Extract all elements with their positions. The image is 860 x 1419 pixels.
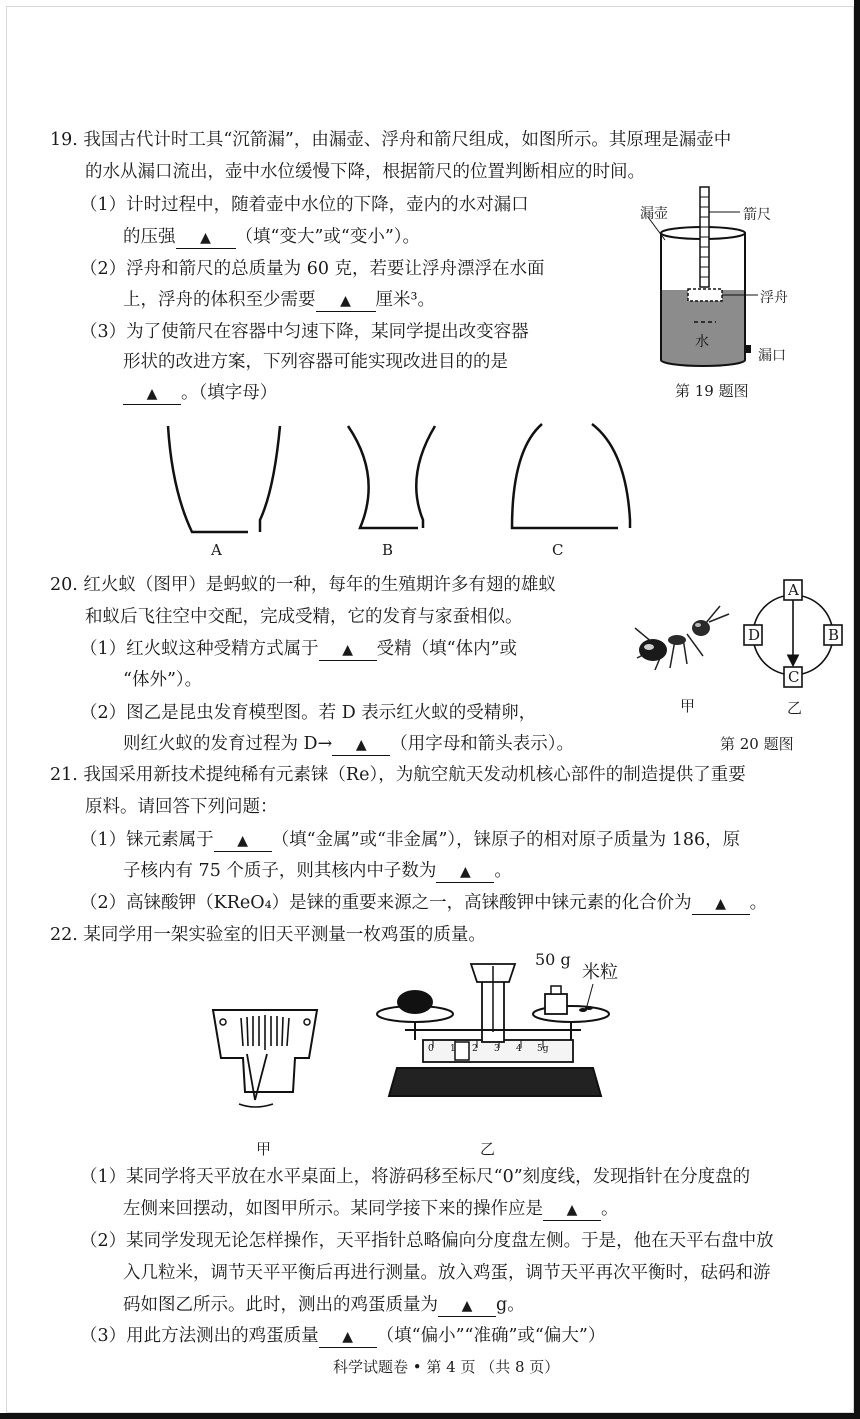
q20-line1: 20. 红火蚁（图甲）是蚂蚁的一种，每年的生殖期许多有翅的雄蚁 <box>50 575 556 595</box>
scale-tick-0: 0 <box>428 1044 434 1054</box>
q20-p1-line1: （1）红火蚁这种受精方式属于 ▲ 受精（填“体内”或 <box>80 639 518 659</box>
q21-p1-answer-blank-1[interactable]: ▲ <box>214 830 272 852</box>
node-b: B <box>828 626 840 644</box>
balance-base <box>389 1068 601 1096</box>
ant-thorax <box>668 635 686 645</box>
q19-p3-answer-blank[interactable]: ▲ <box>123 383 181 405</box>
q22-p3-line: （3）用此方法测出的鸡蛋质量 ▲ （填“偏小”“准确”或“偏大”） <box>80 1326 606 1346</box>
node-d: D <box>748 626 761 644</box>
container-options <box>160 420 650 540</box>
q19-p2-answer-blank[interactable]: ▲ <box>316 290 376 312</box>
node-a: A <box>788 581 799 599</box>
q19-p1-line1: （1）计时过程中，随着壶中水位的下降，壶内的水对漏口 <box>80 195 529 215</box>
ant-abdomen <box>639 639 667 661</box>
scale-tick-3: 3 <box>494 1044 500 1054</box>
q19-p3-line3: ▲ 。（填字母） <box>123 381 277 405</box>
q20-p2-answer-blank[interactable]: ▲ <box>332 734 390 756</box>
option-c-label: C <box>552 541 564 559</box>
fig22-label-yi: 乙 <box>480 1140 496 1158</box>
scale-dial-figure <box>205 1000 325 1110</box>
swing-arrow <box>239 1104 273 1107</box>
q20-p1-answer-blank[interactable]: ▲ <box>319 639 377 661</box>
q20-p2-line1: （2）图乙是昆虫发育模型图。若 D 表示红火蚁的受精卵， <box>80 703 537 723</box>
q19-p1-line2: 的压强 ▲ （填“变大”或“变小”）。 <box>123 227 421 247</box>
fig22-label-jia: 甲 <box>256 1140 272 1158</box>
scale-tick-5g: 5g <box>537 1044 549 1054</box>
q22-p3-answer-blank[interactable]: ▲ <box>319 1326 377 1348</box>
option-a-shape <box>168 426 280 532</box>
q22-p1-line2: 左侧来回摆动，如图甲所示。某同学接下来的操作应是 ▲ 。 <box>123 1199 619 1219</box>
fire-ant-figure <box>625 598 735 678</box>
label-outlet: 漏口 <box>758 348 786 364</box>
q21-p1-line1: （1）铼元素属于 ▲ （填“金属”或“非金属”），铼原子的相对原子质量为 186，原 <box>80 830 741 850</box>
q21-line1: 21. 我国采用新技术提纯稀有元素铼（Re），为航空航天发动机核心部件的制造提供了重要 <box>50 765 746 785</box>
q20-line2: 和蚁后飞往空中交配，完成受精，它的发育与家蚕相似。 <box>85 607 523 627</box>
q19-p1-answer-blank[interactable]: ▲ <box>176 227 236 249</box>
scan-edge-right <box>854 0 860 1419</box>
outlet-nozzle <box>745 345 751 353</box>
q22-p2-line3: 码如图乙所示。此时，测出的鸡蛋质量为 ▲ g。 <box>123 1295 525 1315</box>
label-ruler: 箭尺 <box>743 207 771 223</box>
fig20-label-jia: 甲 <box>680 697 696 715</box>
node-c: C <box>788 668 800 686</box>
q22-p2-line1: （2）某同学发现无论怎样操作，天平指针总略偏向分度盘左侧。于是，他在天平右盘中放 <box>80 1231 774 1251</box>
fig20-caption: 第 20 题图 <box>720 735 794 753</box>
q19-line2: 的水从漏口流出，壶中水位缓慢下降，根据箭尺的位置判断相应的时间。 <box>85 162 645 182</box>
q21-p1-answer-blank-2[interactable]: ▲ <box>436 861 494 883</box>
q21-line2: 原料。请回答下列问题： <box>85 797 278 817</box>
q20-p2-line2: 则红火蚁的发育过程为 D→ ▲ （用字母和箭头表示）。 <box>123 734 575 754</box>
q20-number: 20. <box>50 575 78 595</box>
q22-p1-line1: （1）某同学将天平放在水平桌面上，将游码移至标尺“0”刻度线，发现指针在分度盘的 <box>80 1167 751 1187</box>
page-footer: 科学试题卷 • 第 4 页 （共 8 页） <box>333 1358 560 1376</box>
option-c-shape <box>512 424 630 528</box>
q20-p1-line2: “体外”）。 <box>123 670 203 690</box>
q19-p3-line1: （3）为了使箭尺在容器中匀速下降，某同学提出改变容器 <box>80 322 529 342</box>
q22-p2-answer-blank[interactable]: ▲ <box>438 1295 496 1317</box>
q21-number: 21. <box>50 765 78 785</box>
scan-edge-bottom <box>0 1413 860 1419</box>
option-a-label: A <box>211 541 222 559</box>
label-pot: 漏壶 <box>640 206 668 222</box>
q22-number: 22. <box>50 925 78 945</box>
rider-slider <box>455 1042 469 1060</box>
q22-line1: 22. 某同学用一架实验室的旧天平测量一枚鸡蛋的质量。 <box>50 925 486 945</box>
q19-p2-line2: 上，浮舟的体积至少需要 ▲ 厘米³。 <box>123 290 436 310</box>
label-water: 水 <box>695 334 709 350</box>
float-boat <box>688 289 722 301</box>
weight-label: 50 g <box>535 950 571 969</box>
rice-label: 米粒 <box>582 962 618 983</box>
option-b-label: B <box>382 541 394 559</box>
scale-tick-1: 1 <box>450 1044 456 1054</box>
weight-50g <box>545 994 567 1014</box>
scale-tick-2: 2 <box>472 1044 478 1054</box>
fig20-label-yi: 乙 <box>787 699 803 717</box>
q19-line1: 19. 我国古代计时工具“沉箭漏”，由漏壶、浮舟和箭尺组成，如图所示。其原理是漏壶中 <box>50 130 732 150</box>
q21-p1-line2: 子核内有 75 个质子，则其核内中子数为 ▲ 。 <box>123 861 512 881</box>
q19-p3-line2: 形状的改进方案，下列容器可能实现改进目的的是 <box>123 352 508 372</box>
q22-p1-answer-blank[interactable]: ▲ <box>543 1199 601 1221</box>
q21-p2-answer-blank[interactable]: ▲ <box>692 893 750 915</box>
q21-p2-line: （2）高铼酸钾（KReO₄）是铼的重要来源之一，高铼酸钾中铼元素的化合价为 ▲ 。 <box>80 893 768 913</box>
scale-tick-4: 4 <box>516 1044 522 1054</box>
balance-figure <box>375 950 615 1110</box>
q19-p2-line1: （2）浮舟和箭尺的总质量为 60 克，若要让浮舟漂浮在水面 <box>80 259 545 279</box>
egg <box>397 990 433 1014</box>
fig19-caption: 第 19 题图 <box>675 382 749 400</box>
q19-number: 19. <box>50 130 78 150</box>
ant-head <box>692 620 710 636</box>
q22-p2-line2: 入几粒米，调节天平平衡后再进行测量。放入鸡蛋，调节天平再次平衡时，砝码和游 <box>123 1263 771 1283</box>
option-b-shape <box>348 426 435 528</box>
label-float: 浮舟 <box>760 290 788 306</box>
